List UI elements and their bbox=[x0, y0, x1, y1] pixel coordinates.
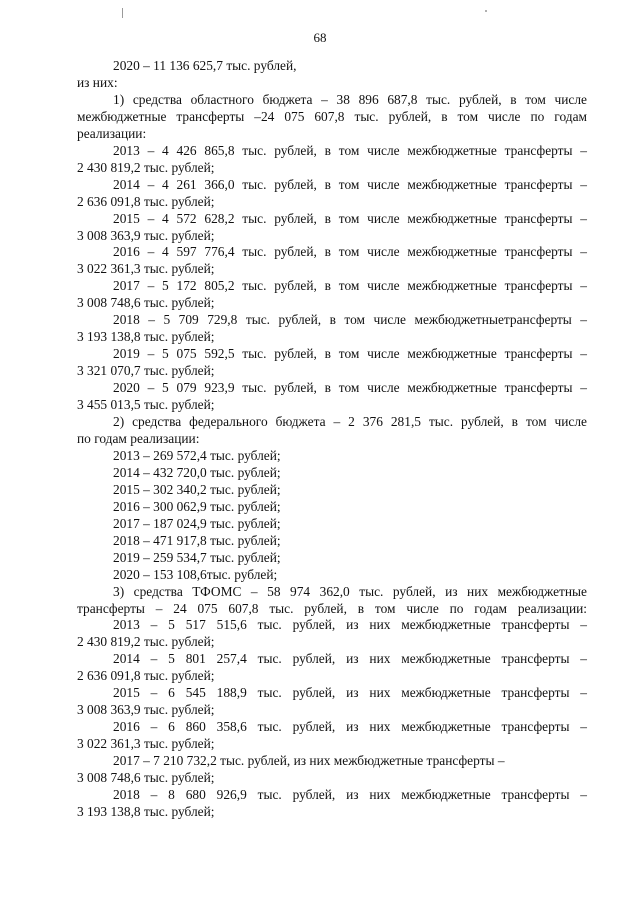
text-line: 3 455 013,5 тыс. рублей; bbox=[77, 397, 215, 413]
text-line: 2017 – 7 210 732,2 тыс. рублей, из них межбюджетные трансферты – bbox=[113, 753, 505, 769]
text-line: 3 008 363,9 тыс. рублей; bbox=[77, 227, 215, 243]
text-line: 2014 – 4 261 366,0 тыс. рублей, в том числе межбюджетные трансферты – bbox=[113, 176, 587, 192]
scan-artifact-mark bbox=[122, 8, 123, 18]
text-line: 2 430 819,2 тыс. рублей; bbox=[77, 634, 215, 650]
text-line: 2017 – 187 024,9 тыс. рублей; bbox=[113, 515, 281, 531]
text-line: 3) средства ТФОМС – 58 974 362,0 тыс. рублей, из них межбюджетные bbox=[113, 583, 587, 599]
text-line: 2017 – 5 172 805,2 тыс. рублей, в том числе межбюджетные трансферты – bbox=[113, 278, 587, 294]
page-number: 68 bbox=[313, 30, 327, 45]
scan-artifact-dot bbox=[485, 10, 487, 12]
text-line: 3 008 748,6 тыс. рублей; bbox=[77, 770, 215, 786]
document-body bbox=[77, 58, 587, 821]
text-line: 3 321 070,7 тыс. рублей; bbox=[77, 363, 215, 379]
text-line: 2018 – 471 917,8 тыс. рублей; bbox=[113, 532, 281, 548]
text-line: межбюджетные трансферты –24 075 607,8 тыс. рублей, в том числе по годам bbox=[77, 108, 587, 124]
text-line: 3 193 138,8 тыс. рублей; bbox=[77, 803, 215, 819]
text-line: 2014 – 5 801 257,4 тыс. рублей, из них межбюджетные трансферты – bbox=[113, 651, 587, 667]
text-line: из них: bbox=[77, 74, 118, 90]
text-line: 3 193 138,8 тыс. рублей; bbox=[77, 329, 215, 345]
text-line: 2 636 091,8 тыс. рублей; bbox=[77, 193, 215, 209]
text-line: 2015 – 302 340,2 тыс. рублей; bbox=[113, 481, 281, 497]
text-line: 2019 – 5 075 592,5 тыс. рублей, в том числе межбюджетные трансферты – bbox=[113, 346, 587, 362]
text-line: 2 636 091,8 тыс. рублей; bbox=[77, 668, 215, 684]
text-line: 2016 – 300 062,9 тыс. рублей; bbox=[113, 498, 281, 514]
text-line: 2020 – 5 079 923,9 тыс. рублей, в том числе межбюджетные трансферты – bbox=[113, 380, 587, 396]
text-line: 2016 – 4 597 776,4 тыс. рублей, в том числе межбюджетные трансферты – bbox=[113, 244, 587, 260]
text-line: 2018 – 5 709 729,8 тыс. рублей, в том числе межбюджетныетрансферты – bbox=[113, 312, 587, 328]
text-line: 3 022 361,3 тыс. рублей; bbox=[77, 736, 215, 752]
text-line: 2016 – 6 860 358,6 тыс. рублей, из них межбюджетные трансферты – bbox=[113, 719, 587, 735]
text-line: трансферты – 24 075 607,8 тыс. рублей, в том числе по годам реализации: bbox=[77, 600, 587, 616]
text-line: 3 022 361,3 тыс. рублей; bbox=[77, 261, 215, 277]
text-line: 3 008 363,9 тыс. рублей; bbox=[77, 702, 215, 718]
text-line: 2013 – 269 572,4 тыс. рублей; bbox=[113, 447, 281, 463]
text-line: 2013 – 4 426 865,8 тыс. рублей, в том числе межбюджетные трансферты – bbox=[113, 142, 587, 158]
text-line: по годам реализации: bbox=[77, 430, 200, 446]
text-line: 2019 – 259 534,7 тыс. рублей; bbox=[113, 549, 281, 565]
text-line: 2020 – 153 108,6тыс. рублей; bbox=[113, 566, 278, 582]
text-line: 2014 – 432 720,0 тыс. рублей; bbox=[113, 464, 281, 480]
text-line: 2015 – 6 545 188,9 тыс. рублей, из них межбюджетные трансферты – bbox=[113, 685, 587, 701]
text-line: 2018 – 8 680 926,9 тыс. рублей, из них межбюджетные трансферты – bbox=[113, 786, 587, 802]
text-line: 2) средства федерального бюджета – 2 376 281,5 тыс. рублей, в том числе bbox=[113, 414, 587, 430]
text-line: реализации: bbox=[77, 125, 147, 141]
text-line: 2013 – 5 517 515,6 тыс. рублей, из них межбюджетные трансферты – bbox=[113, 617, 587, 633]
text-line: 2020 – 11 136 625,7 тыс. рублей, bbox=[113, 58, 297, 73]
text-line: 2 430 819,2 тыс. рублей; bbox=[77, 159, 215, 175]
text-line: 1) средства областного бюджета – 38 896 687,8 тыс. рублей, в том числе bbox=[113, 91, 587, 107]
text-line: 3 008 748,6 тыс. рублей; bbox=[77, 295, 215, 311]
text-line: 2015 – 4 572 628,2 тыс. рублей, в том числе межбюджетные трансферты – bbox=[113, 210, 587, 226]
